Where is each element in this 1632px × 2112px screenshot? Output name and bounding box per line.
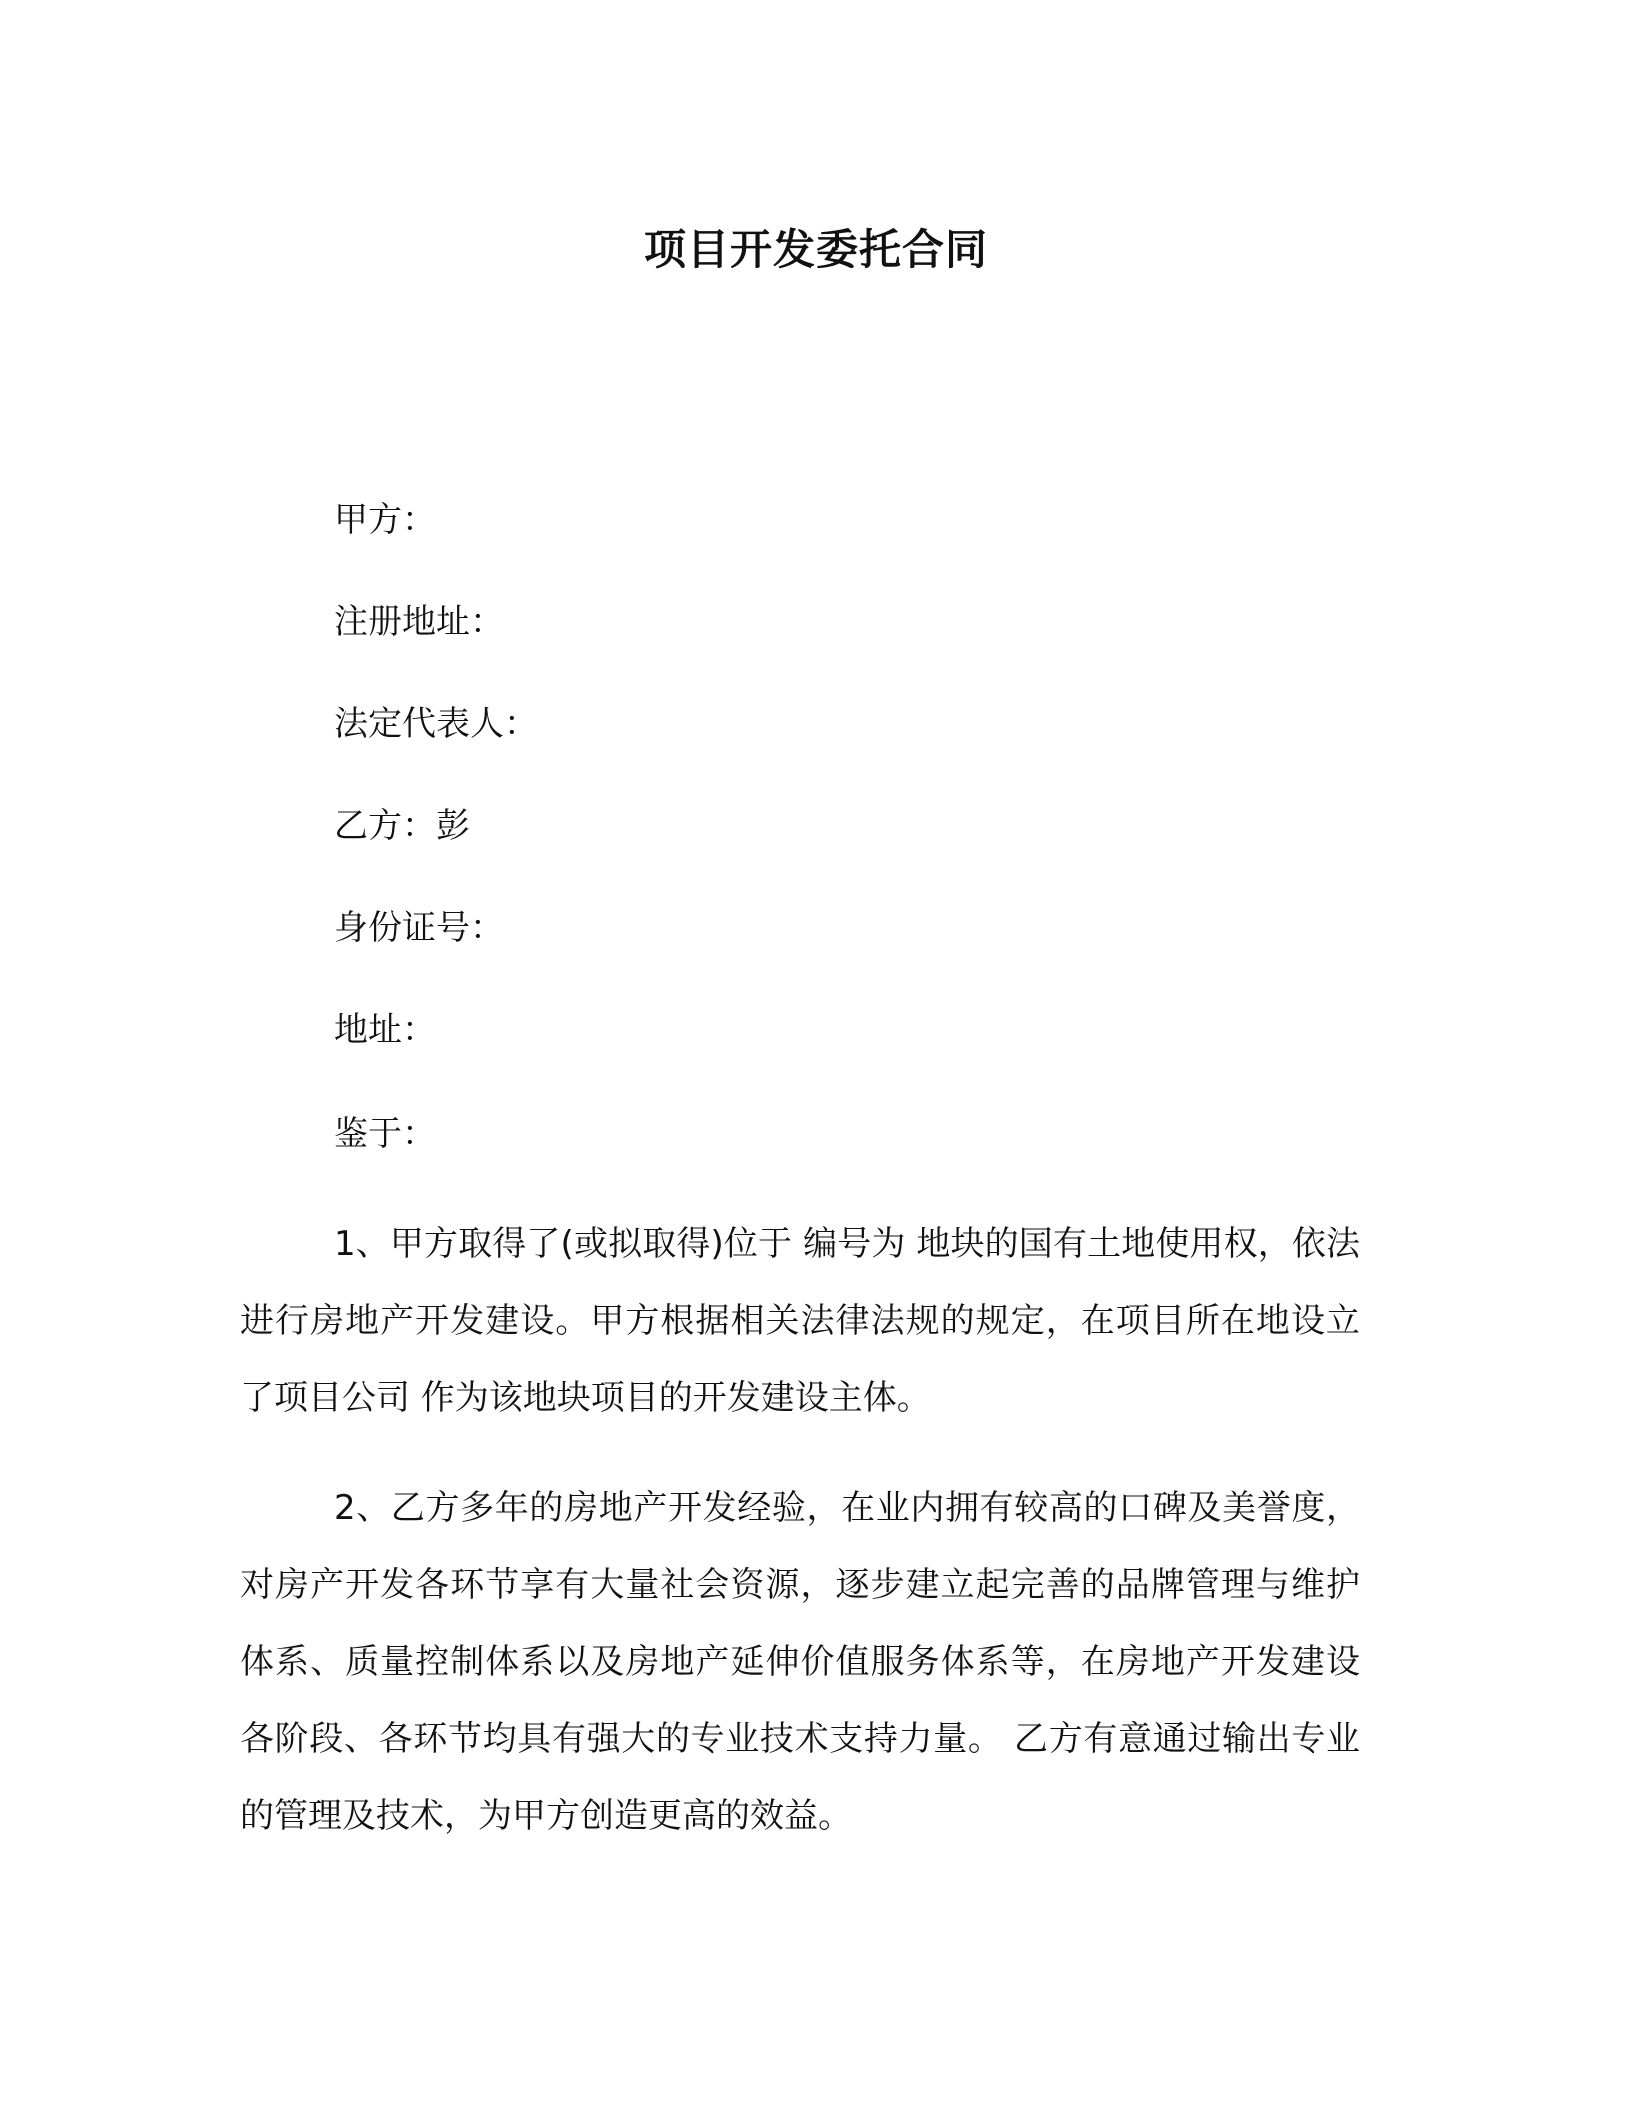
- legal-representative-label: 法定代表人：: [334, 704, 538, 744]
- id-number-label: 身份证号：: [334, 908, 504, 948]
- document-title: 项目开发委托合同: [643, 225, 988, 274]
- whereas-paragraph-2: 2、乙方多年的房地产开发经验，在业内拥有较高的口碑及美誉度，对房产开发各环节享有大量社会资源，逐步建立起完善的品牌管理与维护体系、质量控制体系以及房地产延伸价值服务体系等，在房地产开发建设各阶段、各环节均具有强大的专业技术支持力量。 乙方有意通过输出专业的管理及技术，为甲方创造更高的效益。: [240, 1488, 1360, 1836]
- party-b-label: 乙方：彭: [334, 806, 470, 846]
- whereas-paragraph-1: 1、甲方取得了(或拟取得)位于 编号为 地块的国有土地使用权，依法进行房地产开发建设。甲方根据相关法律法规的规定，在项目所在地设立了项目公司 作为该地块项目的开发建设主体。: [240, 1224, 1360, 1418]
- registered-address-label: 注册地址：: [334, 602, 504, 642]
- whereas-label: 鉴于：: [334, 1114, 436, 1154]
- party-a-label: 甲方：: [334, 500, 436, 540]
- address-label: 地址：: [334, 1010, 436, 1050]
